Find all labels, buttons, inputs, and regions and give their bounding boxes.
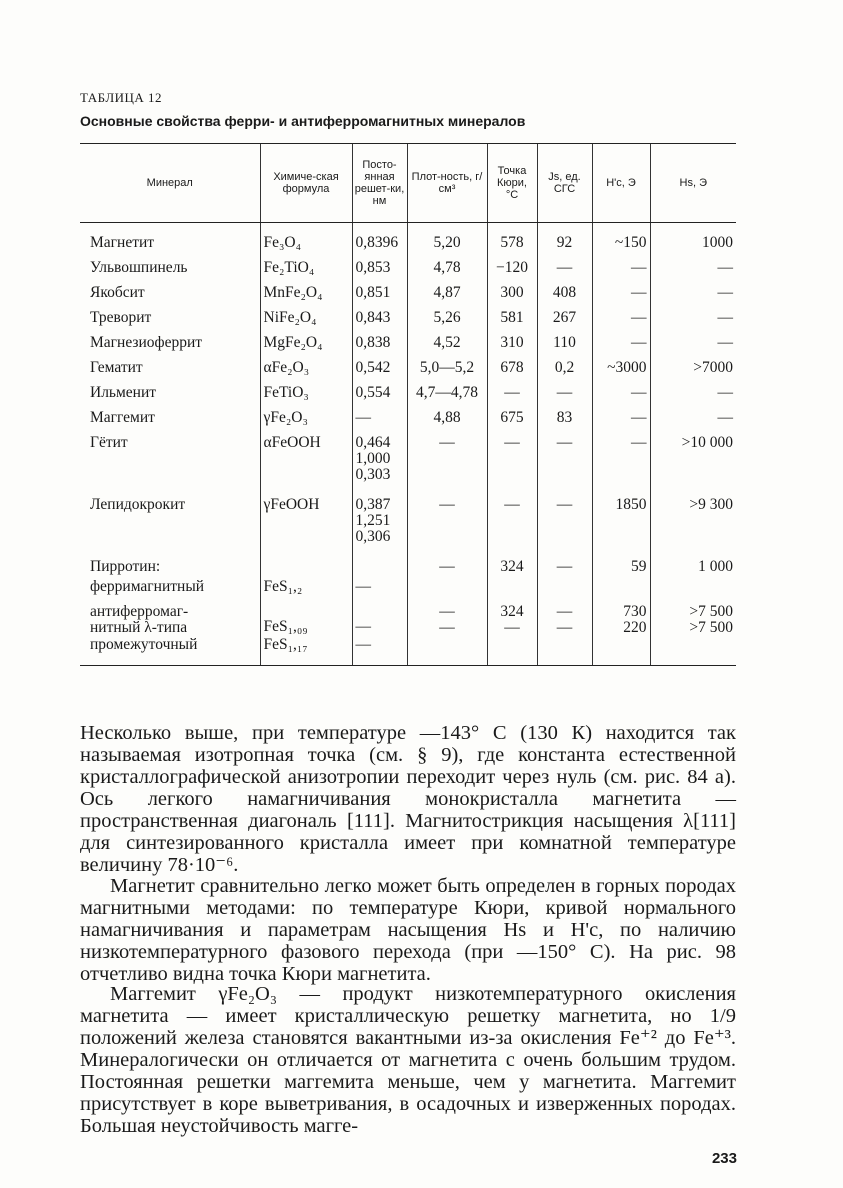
cell-density: 4,78 <box>407 260 487 285</box>
cell-js: 267 <box>537 310 592 335</box>
cell-line: — <box>355 618 371 635</box>
cell-hs <box>650 579 736 604</box>
cell-density: 4,88 <box>407 410 487 435</box>
cell-mineral <box>80 604 260 637</box>
table-label: ТАБЛИЦА 12 <box>80 90 163 105</box>
cell-lattice: 0,851 <box>352 285 407 310</box>
cell-line: — <box>556 619 573 636</box>
cell-mineral: промежуточный <box>80 637 260 666</box>
cell-mineral: Магнетит <box>90 235 155 251</box>
cell-lattice: 0,853 <box>352 260 407 285</box>
cell-formula: Fe₂TiO₄ <box>260 260 352 285</box>
cell-hc: — <box>592 285 650 310</box>
cell-line: — <box>439 619 455 636</box>
cell-lattice <box>352 559 407 579</box>
cell-density: — <box>407 497 487 559</box>
table-row <box>80 260 736 285</box>
cell-curie <box>487 579 537 604</box>
cell-lattice <box>352 604 407 637</box>
cell-hc: — <box>592 260 650 285</box>
header-curie: Точка Кюри, °С <box>487 144 537 223</box>
cell-hc <box>592 604 650 637</box>
cell-density: — <box>407 559 487 579</box>
cell-curie: — <box>487 385 537 410</box>
cell-mineral: Якобсит <box>90 285 145 301</box>
paragraph-2: Магнетит сравнительно легко может быть определен в горных породах магнитными методами: по температуре Кюри, кривой нормального намагничивания и параметрам насыщения Hs и H'c, по наличию низкотемпературного фазового перехода (при —150° С). На рис. 98 отчетливо видна точка Кюри магнетита. <box>80 875 736 985</box>
cell-line: 0,387 <box>355 497 391 513</box>
cell-js: 110 <box>537 335 592 360</box>
cell-line: >7 500 <box>689 619 733 636</box>
table-row <box>80 285 736 310</box>
header-mineral: Минерал <box>80 144 260 223</box>
cell-lattice: 0,838 <box>352 335 407 360</box>
table-row <box>80 335 736 360</box>
cell-mineral: Маггемит <box>90 410 155 426</box>
cell-line: 0,303 <box>355 466 391 483</box>
cell-hs: — <box>650 260 736 285</box>
cell-density: 4,87 <box>407 285 487 310</box>
cell-hc <box>592 579 650 604</box>
cell-hc: — <box>592 335 650 360</box>
cell-formula: αFeOOH <box>260 435 352 497</box>
cell-lattice: — <box>352 579 407 604</box>
table-row <box>80 310 736 335</box>
cell-density: 5,20 <box>407 235 487 260</box>
cell-hs: >7000 <box>650 360 736 385</box>
cell-line: 324 <box>500 604 524 620</box>
cell-density: 4,7—4,78 <box>407 385 487 410</box>
cell-js: — <box>537 435 592 497</box>
header-density: Плот-ность, г/см³ <box>407 144 487 223</box>
cell-formula: NiFe₂O₄ <box>260 310 352 335</box>
header-hs: Hs, Э <box>650 144 736 223</box>
cell-hc: ~150 <box>592 235 650 260</box>
cell-mineral: Ульвошпинель <box>90 260 188 276</box>
cell-hc: 59 <box>592 559 650 579</box>
cell-density: 5,0—5,2 <box>407 360 487 385</box>
cell-line: — <box>439 604 455 620</box>
cell-density <box>407 579 487 604</box>
cell-formula: γFe₂O₃ <box>260 410 352 435</box>
cell-hs <box>650 604 736 637</box>
cell-mineral: Пирротин: <box>90 559 161 575</box>
cell-curie: 678 <box>487 360 537 385</box>
cell-curie: 324 <box>487 559 537 579</box>
cell-hs: — <box>650 335 736 360</box>
cell-hc: — <box>592 310 650 335</box>
cell-curie: 581 <box>487 310 537 335</box>
cell-line: — <box>556 604 573 620</box>
table-row <box>80 604 736 637</box>
cell-hc: ~3000 <box>592 360 650 385</box>
table-row <box>80 579 736 604</box>
cell-js <box>537 604 592 637</box>
table-row <box>80 385 736 410</box>
cell-mineral: Треворит <box>90 310 152 326</box>
cell-formula: Fe₃O₄ <box>260 235 352 260</box>
header-hc: H'c, Э <box>592 144 650 223</box>
minerals-table <box>80 143 736 666</box>
cell-density: — <box>407 435 487 497</box>
cell-mineral: Лепидокрокит <box>90 497 186 513</box>
cell-formula: MnFe₂O₄ <box>260 285 352 310</box>
table-row <box>80 637 736 666</box>
cell-lattice: — <box>352 637 407 666</box>
header-lattice: Посто-янная решет-ки, нм <box>352 144 407 223</box>
cell-js: — <box>537 497 592 559</box>
cell-density: 5,26 <box>407 310 487 335</box>
cell-formula <box>260 604 352 637</box>
cell-curie <box>487 637 537 666</box>
cell-hs: — <box>650 310 736 335</box>
cell-js: — <box>537 385 592 410</box>
cell-lattice: 0,554 <box>352 385 407 410</box>
table-row <box>80 235 736 260</box>
cell-formula: FeS₁,₂ <box>260 579 352 604</box>
cell-hs: — <box>650 285 736 310</box>
cell-curie: 300 <box>487 285 537 310</box>
cell-line: 220 <box>623 619 647 636</box>
cell-hs: 1 000 <box>650 559 736 579</box>
cell-formula: FeS₁,₁₇ <box>260 637 352 666</box>
cell-mineral: Гематит <box>90 360 143 376</box>
cell-line: 0,306 <box>355 528 391 545</box>
cell-hc: — <box>592 385 650 410</box>
cell-formula: γFeOOH <box>260 497 352 559</box>
cell-density: 4,52 <box>407 335 487 360</box>
cell-hs: — <box>650 385 736 410</box>
cell-formula: αFe₂O₃ <box>260 360 352 385</box>
cell-lattice: 0,542 <box>352 360 407 385</box>
table-title: Основные свойства ферри- и антиферромагнитных минералов <box>80 113 526 129</box>
cell-line: FeS₁,₀₉ <box>263 618 308 635</box>
cell-density <box>407 604 487 637</box>
cell-line: 0,464 <box>355 435 391 451</box>
cell-lattice: 0,843 <box>352 310 407 335</box>
cell-line <box>264 604 349 619</box>
table-row <box>80 435 736 497</box>
cell-curie: −120 <box>487 260 537 285</box>
page-number: 233 <box>711 1150 737 1167</box>
cell-hc: — <box>592 410 650 435</box>
paragraph-1: Несколько выше, при температуре —143° С (130 К) находится так называемая изотропная точка (см. § 9), где константа естественной кристаллографической анизотропии переходит через нуль (см. рис. 84 а). Ось легкого намагничивания монокристалла магнетита — пространственная диагональ [111]. Магнитострикция насыщения λ[111] для синтезированного кристалла имеет при комнатной температуре величину 78·10⁻⁶. <box>80 722 736 876</box>
cell-js <box>537 637 592 666</box>
table-row <box>80 410 736 435</box>
cell-curie <box>487 604 537 637</box>
cell-curie: — <box>487 435 537 497</box>
cell-js: 0,2 <box>537 360 592 385</box>
cell-line: 1,000 <box>355 450 391 467</box>
table-header-row <box>80 144 736 223</box>
cell-lattice <box>352 435 407 497</box>
cell-js: — <box>537 559 592 579</box>
cell-mineral: Ильменит <box>90 385 157 401</box>
cell-mineral: Магнезиоферрит <box>90 335 203 351</box>
table-row <box>80 559 736 579</box>
cell-js: 83 <box>537 410 592 435</box>
cell-js <box>537 579 592 604</box>
cell-mineral: ферримагнитный <box>90 579 205 595</box>
table-row <box>80 497 736 559</box>
cell-line <box>356 604 404 619</box>
cell-line: 730 <box>623 604 647 620</box>
cell-js: 408 <box>537 285 592 310</box>
cell-line: нитный λ-типа <box>90 619 188 636</box>
cell-line: >7 500 <box>689 604 733 620</box>
cell-curie: 310 <box>487 335 537 360</box>
header-js: Js, ед. СГС <box>537 144 592 223</box>
cell-hs: >9 300 <box>650 497 736 559</box>
header-formula: Химиче-ская формула <box>260 144 352 223</box>
cell-curie: — <box>487 497 537 559</box>
paragraph-3: Маггемит γFe₂O₃ — продукт низкотемпературного окисления магнетита — имеет кристаллическую решетку магнетита, но 1/9 положений железа становятся вакантными из-за окисления Fe⁺² до Fe⁺³. Минералогически он отличается от магнетита с очень большим трудом. Постоянная решетки маггемита меньше, чем у магнетита. Маггемит присутствует в коре выветривания, в осадочных и изверженных породах. Большая неустойчивость магге- <box>80 983 736 1137</box>
cell-formula <box>260 559 352 579</box>
cell-curie: 675 <box>487 410 537 435</box>
cell-line: 1,251 <box>355 512 391 529</box>
cell-formula: FeTiO₃ <box>260 385 352 410</box>
cell-formula: MgFe₂O₄ <box>260 335 352 360</box>
table-row <box>80 360 736 385</box>
cell-hs: 1000 <box>650 235 736 260</box>
cell-hc: 1850 <box>592 497 650 559</box>
cell-hs <box>650 637 736 666</box>
cell-js: 92 <box>537 235 592 260</box>
cell-lattice: — <box>352 410 407 435</box>
cell-hc: — <box>592 435 650 497</box>
cell-lattice: 0,8396 <box>352 235 407 260</box>
cell-line: — <box>504 619 520 636</box>
cell-hs: >10 000 <box>650 435 736 497</box>
cell-mineral: Гётит <box>90 435 128 451</box>
cell-hs: — <box>650 410 736 435</box>
cell-js: — <box>537 260 592 285</box>
cell-lattice <box>352 497 407 559</box>
cell-hc <box>592 637 650 666</box>
cell-curie: 578 <box>487 235 537 260</box>
cell-line: антиферромаг- <box>90 604 189 620</box>
cell-density <box>407 637 487 666</box>
